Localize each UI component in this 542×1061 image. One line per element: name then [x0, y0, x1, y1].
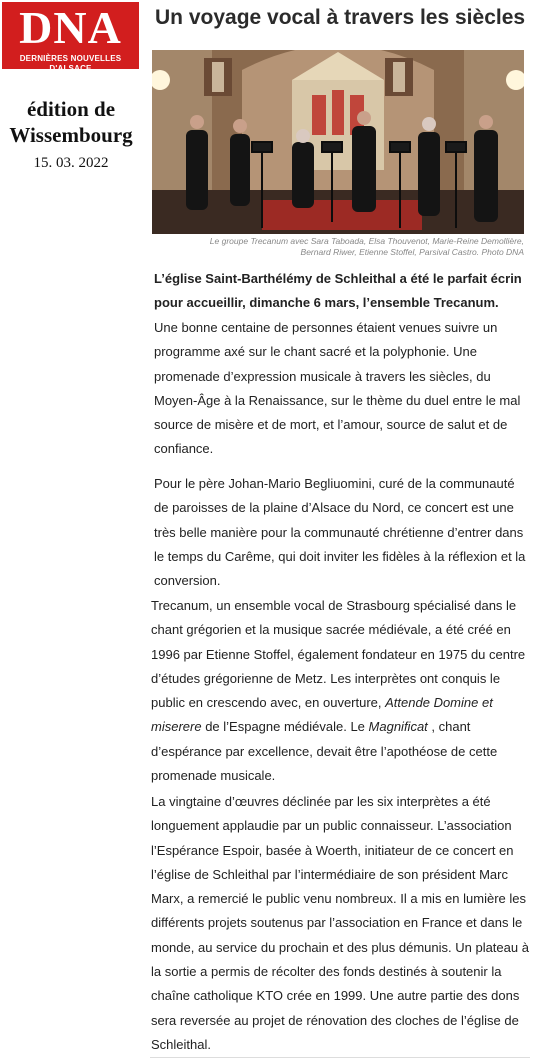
edition-date: 15. 03. 2022: [33, 155, 109, 171]
article-paragraph-2: Pour le père Johan-Mario Begliuomini, curé de la communauté de paroisses de la plaine d’Alsace du Nord, ce concert est une très belle manière pour la communauté chrétienne d’entrer dans le temps du Carême, qui doit inviter les fidèles à la réflexion et la conversion.: [154, 476, 526, 589]
choir-in-church-illustration: [152, 50, 524, 234]
article-photo: [152, 50, 524, 234]
p3-italic-2: Magnificat: [368, 719, 428, 735]
edition-line-1: édition de: [26, 97, 116, 121]
article-paragraph-4: La vingtaine d’œuvres déclinée par les six interprètes a été longuement applaudie par un public connaisseur. L’association l’Espérance Espoir, basée à Woerth, initiateur de ce concert en l’église de Schleithal par l’intermédiaire de son président Marc Marx, a remercié le public venu nombreux. Il a mis en lumière les différents projets soutenus par l’association en France et dans le monde, au service du prochain et des plus démunis. Un plateau à la sortie a permis de récolter des fonds destinés à soutenir la chaîne catholique KTO crée en 1999. Une autre partie des dons sera reversée au projet de rénovation des cloches de l’église de Schleithal.: [151, 794, 529, 1052]
edition-line-2: Wissembourg: [9, 123, 133, 147]
logo-subtitle: DERNIÈRES NOUVELLES D'ALSACE: [19, 54, 122, 73]
photo-caption: [154, 236, 524, 258]
article-paragraph-1: Une bonne centaine de personnes étaient venues suivre un programme axé sur le chant sacré et la polyphonie. Une promenade d’expression musicale à travers les siècles, du Moyen-Âge à la Renaissance, sur le thème du duel entre le mal source de misère et de mort, et l’amour, source de salut et de confiance.: [154, 320, 521, 457]
article-paragraph-3: [151, 594, 531, 788]
logo-name: DNA: [19, 2, 122, 53]
bottom-divider: [150, 1057, 530, 1058]
p3-text-a: Trecanum, un ensemble vocal de Strasbourg spécialisé dans le chant grégorien et la musique sacrée médiévale, a été créé en 1996 par Etienne Stoffel, également fondateur en 1975 du centre d’études grégorienne de Metz. Les interprètes ont conquis le public en crescendo avec, en ouverture,: [151, 598, 526, 711]
photo-caption-line-1: Le groupe Trecanum avec Sara Taboada, Elsa Thouvenot, Marie-Reine Demollière,: [209, 236, 524, 246]
p3-italic-1: Attende Domine et miserere: [151, 695, 493, 735]
dna-logo[interactable]: [2, 2, 139, 73]
edition-label: [0, 96, 142, 148]
p3-text-c: , chant d’espérance par excellence, devait être l’apothéose de cette promenade musicale.: [151, 719, 498, 784]
article-lead: L’église Saint-Barthélémy de Schleithal a été le parfait écrin pour accueillir, dimanche 6 mars, l’ensemble Trecanum.: [154, 271, 522, 310]
photo-caption-line-2: Bernard Riwer, Etienne Stoffel, Parsival Castro. Photo DNA: [300, 247, 524, 257]
p3-text-b: de l’Espagne médiévale. Le: [201, 719, 369, 735]
article-title: Un voyage vocal à travers les siècles: [155, 6, 526, 29]
